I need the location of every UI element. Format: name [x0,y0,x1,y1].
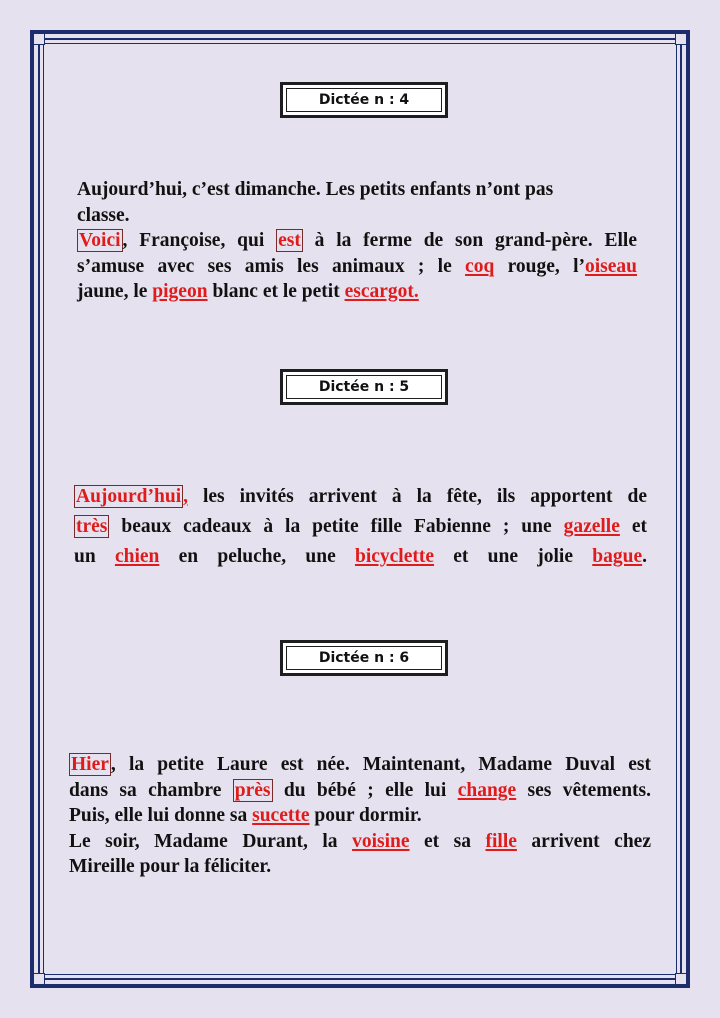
dictee-4-title: Dictée n : 4 [286,88,442,112]
text-segment: beaux cadeaux à la petite fille Fabienne ; une [109,516,564,537]
highlighted-word: , [183,486,188,507]
text-segment: ses vêtements. [516,779,651,801]
dictee-4-title-box [280,82,448,118]
text-line [74,512,647,542]
text-segment: et [619,516,647,537]
dictee-5-title: Dictée n : 5 [286,375,442,399]
text-segment: pour dormir. [309,805,422,826]
text-line [69,803,651,829]
boxed-word: Voici [79,230,121,251]
highlighted-word: coq [465,255,495,277]
dictee-4-text [77,177,637,305]
text-line [77,177,637,203]
highlighted-word: gazelle [563,516,620,537]
text-segment: s’amuse avec ses amis les animaux ; le [77,255,466,277]
text-segment: , la petite Laure est née. Maintenant, Madame Duval est [110,754,651,775]
text-segment: et une jolie [434,546,593,567]
text-segment: rouge, l’ [494,255,585,277]
text-segment: les invités arrivent à la fête, ils apportent de [188,486,647,507]
boxed-word: très [76,516,108,537]
text-line [77,279,637,305]
text-segment: Aujourd’hui, c’est dimanche. Les petits enfants n’ont pas [77,179,554,200]
text-segment: Le soir, Madame Durant, la [69,830,353,852]
highlighted-word: bague [592,546,643,567]
boxed-word: Aujourd’hui [76,486,182,507]
highlighted-word: bicyclette [354,546,435,567]
boxed-word: est [278,230,301,251]
text-line [77,203,637,229]
dictee-6-text [69,752,651,880]
text-segment: en peluche, une [159,546,355,567]
highlighted-word: change [457,779,517,801]
text-line [69,778,651,804]
highlighted-word: fille [485,830,517,852]
text-segment: jaune, le [77,281,153,302]
highlighted-word: oiseau [585,255,638,277]
text-line [69,829,651,855]
dictee-6-title-box [280,640,448,676]
text-segment: un [74,546,115,567]
corner-ornament [33,33,45,45]
text-segment: du bébé ; elle lui [272,779,458,801]
text-segment: à la ferme de son grand-père. Elle [302,230,637,251]
highlighted-word: chien [114,546,160,567]
highlighted-word: sucette [252,805,310,826]
text-line [77,228,637,254]
text-segment: blanc et le petit [207,281,345,302]
text-line [77,254,637,280]
highlighted-word: pigeon [152,281,208,302]
highlighted-word: voisine [352,830,410,852]
text-segment: , Françoise, qui [122,230,277,251]
text-line [69,752,651,778]
text-segment: dans sa chambre [69,779,233,801]
text-segment: et sa [409,830,486,852]
boxed-word: Hier [71,754,109,775]
dictee-5-text [74,482,647,572]
corner-ornament [675,33,687,45]
dictee-5-title-box [280,369,448,405]
highlighted-word: escargot. [344,281,419,302]
corner-ornament [33,973,45,985]
dictee-6-title: Dictée n : 6 [286,646,442,670]
text-segment: Puis, elle lui donne sa [69,805,253,826]
text-line [74,482,647,512]
text-line [74,542,647,572]
text-segment: classe. [77,204,130,226]
boxed-word: près [234,779,271,801]
text-segment: . [642,546,647,567]
text-line [69,854,651,880]
text-segment: Mireille pour la féliciter. [69,856,272,877]
corner-ornament [675,973,687,985]
text-segment: arrivent chez [516,830,651,852]
